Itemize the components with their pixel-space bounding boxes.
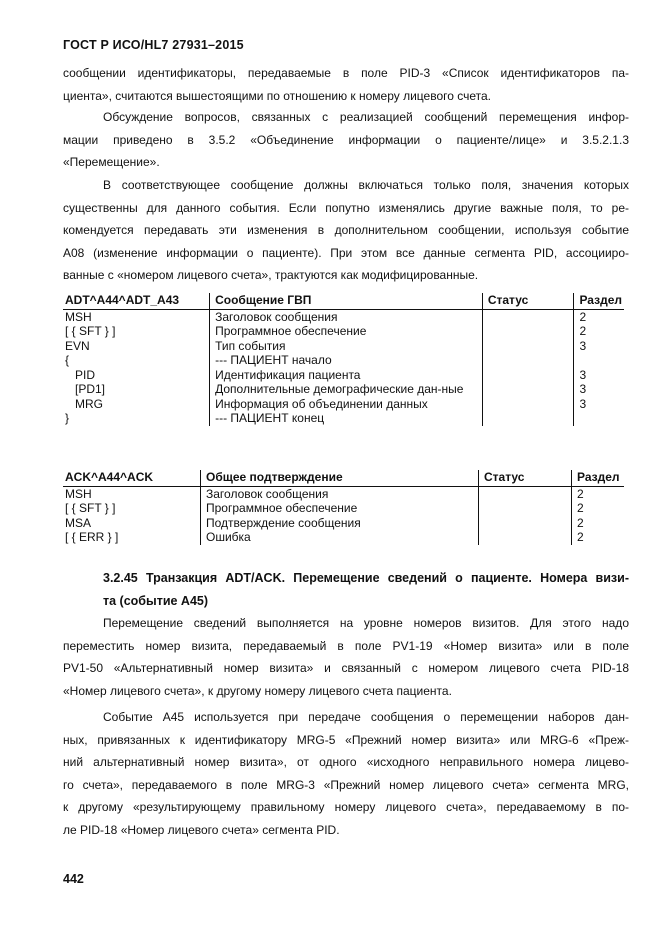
message-table-adt-a44 bbox=[63, 293, 624, 426]
segment-cell: [ { SFT } ] bbox=[65, 501, 116, 515]
status-cell bbox=[479, 486, 572, 501]
status-cell bbox=[482, 368, 574, 383]
segment-cell: MSH bbox=[65, 309, 92, 324]
description-cell: Заголовок сообщения bbox=[201, 486, 479, 501]
column-header: Статус bbox=[479, 470, 572, 486]
message-table-ack-a44 bbox=[63, 470, 624, 545]
section-cell: 3 bbox=[574, 339, 624, 354]
description-cell: Заголовок сообщения bbox=[210, 309, 483, 324]
segment-cell: [ { ERR } ] bbox=[65, 530, 119, 544]
description-cell: Подтверждение сообщения bbox=[201, 516, 479, 531]
table-row bbox=[63, 516, 624, 531]
paragraph-1 bbox=[63, 62, 629, 107]
section-cell: 2 bbox=[572, 530, 625, 545]
section-cell: 2 bbox=[572, 486, 625, 501]
text-line: циента», считаются вышестоящими по отношению к номеру лицевого счета. bbox=[63, 88, 492, 103]
segment-cell: { bbox=[65, 353, 70, 367]
paragraph-5 bbox=[63, 706, 629, 842]
table-header-row bbox=[63, 470, 624, 486]
text-line: Перемещение сведений выполняется на уровне номеров визитов. Для этого надо bbox=[103, 616, 629, 630]
table-row bbox=[63, 486, 624, 501]
segment-cell: [PD1] bbox=[75, 382, 106, 396]
table-row bbox=[63, 368, 624, 383]
segment-cell: MRG bbox=[75, 396, 103, 411]
paragraph-2 bbox=[63, 106, 629, 174]
section-heading-line: та (событие A45) bbox=[103, 593, 209, 608]
text-line: сообщении идентификаторы, передаваемые в поле PID-3 «Список идентификаторов па- bbox=[63, 66, 629, 80]
table-row bbox=[63, 353, 624, 368]
description-cell: Идентификация пациента bbox=[210, 368, 483, 383]
text-line: существенны для данного события. Если попутно изменялись другие важные поля, то ре- bbox=[63, 200, 629, 215]
table-row bbox=[63, 324, 624, 339]
table-row bbox=[63, 382, 624, 397]
column-header: Статус bbox=[482, 293, 574, 309]
status-cell bbox=[479, 516, 572, 531]
column-header: Раздел bbox=[574, 293, 624, 309]
text-line: ле PID-18 «Номер лицевого счета» сегмента PID. bbox=[63, 822, 340, 837]
column-header: Общее подтверждение bbox=[201, 470, 479, 486]
paragraph-4 bbox=[63, 612, 629, 702]
document-header: ГОСТ Р ИСО/HL7 27931–2015 bbox=[63, 38, 244, 52]
table-row bbox=[63, 309, 624, 324]
column-header: ADT^A44^ADT_A43 bbox=[63, 293, 210, 309]
column-header: Раздел bbox=[572, 470, 625, 486]
text-line: Событие A45 используется при передаче сообщения о перемещении наборов дан- bbox=[103, 710, 629, 724]
text-line: PV1-50 «Альтернативный номер визита» и связанный с номером лицевого счета PID-18 bbox=[63, 661, 629, 676]
page-number: 442 bbox=[63, 872, 84, 886]
description-cell: Информация об объединении данных bbox=[210, 397, 483, 412]
table-header-row bbox=[63, 293, 624, 309]
text-line: ний альтернативный номер визита», от одного «исходного неправильного номера лицево- bbox=[63, 755, 629, 770]
status-cell bbox=[482, 339, 574, 354]
status-cell bbox=[482, 382, 574, 397]
segment-cell: EVN bbox=[65, 338, 90, 353]
description-cell: Программное обеспечение bbox=[201, 501, 479, 516]
section-heading bbox=[103, 567, 629, 612]
text-line: переместить номер визита, передаваемый в поле PV1-19 «Номер визита» или в поле bbox=[63, 638, 629, 653]
section-cell: 2 bbox=[574, 324, 624, 339]
section-cell: 2 bbox=[572, 501, 625, 516]
table-row bbox=[63, 530, 624, 545]
text-line: ванные с «номером лицевого счета», трактуются как модифицированные. bbox=[63, 268, 479, 283]
segment-cell: } bbox=[65, 411, 70, 425]
column-header: Сообщение ГВП bbox=[210, 293, 483, 309]
table-row bbox=[63, 339, 624, 354]
status-cell bbox=[482, 324, 574, 339]
description-cell: --- ПАЦИЕНТ начало bbox=[210, 353, 483, 368]
status-cell bbox=[482, 353, 574, 368]
table-row bbox=[63, 501, 624, 516]
description-cell: Ошибка bbox=[201, 530, 479, 545]
text-line: В соответствующее сообщение должны включаться только поля, значения которых bbox=[103, 178, 629, 192]
segment-cell: MSH bbox=[65, 486, 92, 501]
text-line: A08 (изменение информации о пациенте). При этом все данные сегмента PID, ассоцииро- bbox=[63, 245, 629, 260]
status-cell bbox=[479, 530, 572, 545]
text-line: «Номер лицевого счета», к другому номеру лицевого счета пациента. bbox=[63, 683, 452, 698]
description-cell: Дополнительные демографические дан-ные bbox=[210, 382, 483, 397]
segment-cell: [ { SFT } ] bbox=[65, 324, 116, 338]
section-cell: 2 bbox=[574, 309, 624, 324]
segment-cell: PID bbox=[75, 367, 96, 382]
status-cell bbox=[482, 397, 574, 412]
text-line: мации приведено в 3.5.2 «Объединение информации о пациенте/лице» и 3.5.2.1.3 bbox=[63, 132, 629, 147]
status-cell bbox=[482, 411, 574, 426]
text-line: го счета», передаваемого в поле MRG-3 «Прежний номер лицевого счета» сегмента MRG, bbox=[63, 777, 629, 792]
text-line: Обсуждение вопросов, связанных с реализацией сообщений перемещения инфор- bbox=[103, 110, 629, 124]
status-cell bbox=[479, 501, 572, 516]
segment-cell: MSA bbox=[65, 515, 92, 530]
paragraph-3 bbox=[63, 174, 629, 287]
section-cell: 3 bbox=[574, 397, 624, 412]
text-line: «Перемещение». bbox=[63, 155, 160, 170]
text-line: ных, привязанных к идентификатору MRG-5 «Прежний номер визита» или MRG-6 «Преж- bbox=[63, 732, 629, 747]
status-cell bbox=[482, 309, 574, 324]
section-cell bbox=[574, 353, 624, 368]
section-cell: 2 bbox=[572, 516, 625, 531]
description-cell: Программное обеспечение bbox=[210, 324, 483, 339]
text-line: комендуется передавать эти изменения в дополнительном сообщении, используя событие bbox=[63, 223, 629, 238]
table-row bbox=[63, 397, 624, 412]
description-cell: Тип события bbox=[210, 339, 483, 354]
text-line: к другому «результирующему правильному номеру лицевого счета», передаваемому в по- bbox=[63, 800, 629, 815]
section-heading-line: 3.2.45 Транзакция ADT/ACK. Перемещение сведений о пациенте. Номера визи- bbox=[103, 571, 629, 585]
section-cell: 3 bbox=[574, 368, 624, 383]
description-cell: --- ПАЦИЕНТ конец bbox=[210, 411, 483, 426]
table-row bbox=[63, 411, 624, 426]
column-header: ACK^A44^ACK bbox=[63, 470, 201, 486]
section-cell: 3 bbox=[574, 382, 624, 397]
section-cell bbox=[574, 411, 624, 426]
